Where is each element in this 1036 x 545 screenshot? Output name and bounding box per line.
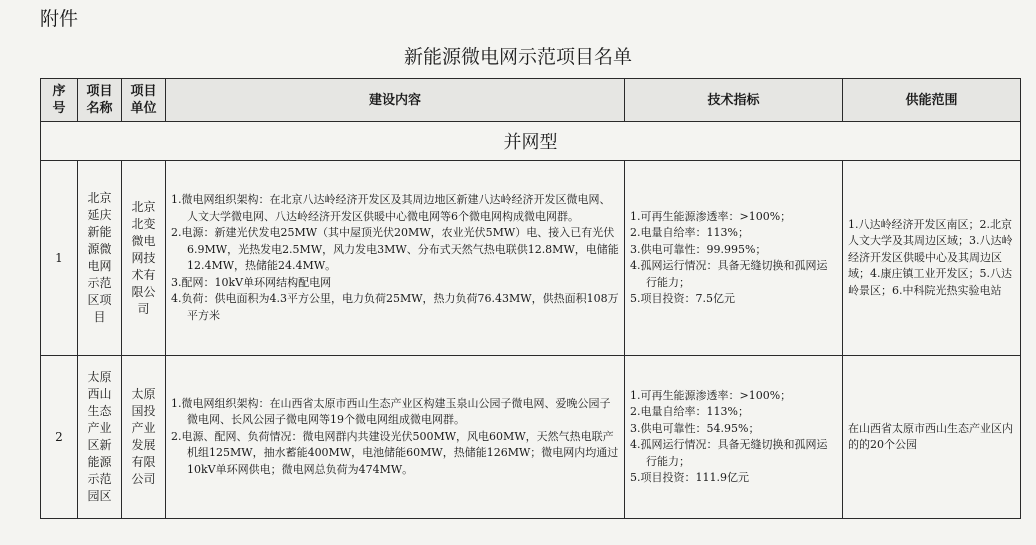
project-name: 太原 西山 生态 产业 区新 能源 示范 园区 bbox=[78, 356, 122, 519]
header-scope: 供能范围 bbox=[843, 79, 1021, 122]
header-content: 建设内容 bbox=[166, 79, 625, 122]
project-unit: 太原 国投 产业 发展 有限 公司 bbox=[122, 356, 166, 519]
project-unit: 北京 北变 微电 网技 术有 限公 司 bbox=[122, 161, 166, 356]
section-type-label: 并网型 bbox=[41, 122, 1021, 161]
construction-content: 1.微电网组织架构：在北京八达岭经济开发区及其周边地区新建八达岭经济开发区微电网、人文大学微电网、八达岭经济开发区供暖中心微电网等6个微电网构成微电网群。 2.电源：新建光伏发电25MW（其中屋顶光伏20MW，农业光伏5MW）电、接入已有光伏6.9MW，光热发电2.5MW，风力发电3MW、分布式天然气热电联供12.8MW，电储能12.4MW，热储能24.4MW。 3.配网：10kV单环网结构配电网 4.负荷：供电面积为4.3平方公里，电力负荷25MW，热力负荷76.43MW，供热面积108万平方米 bbox=[166, 161, 625, 356]
row-index: 2 bbox=[41, 356, 78, 519]
supply-scope: 1.八达岭经济开发区南区；2.北京人文大学及其周边区域；3.八达岭经济开发区供暖中心及其周边区域；4.康庄镇工业开发区；5.八达岭景区；6.中科院光热实验电站 bbox=[843, 161, 1021, 356]
header-name: 项目 名称 bbox=[78, 79, 122, 122]
header-metrics: 技术指标 bbox=[625, 79, 843, 122]
construction-content: 1.微电网组织架构：在山西省太原市西山生态产业区构建玉泉山公园子微电网、爱晚公园子微电网、长风公园子微电网等19个微电网组成微电网群。 2.电源、配网、负荷情况：微电网群内共建设光伏500MW，风电60MW，天然气热电联产机组125MW，抽水蓄能400MW，电池储能60MW，热储能126MW；微电网内均通过10kV单环网供电；微电网总负荷为474MW。 bbox=[166, 356, 625, 519]
section-type-row bbox=[41, 122, 1021, 161]
table-row bbox=[41, 356, 1021, 519]
technical-metrics: 1.可再生能源渗透率：>100%； 2.电量自给率：113%； 3.供电可靠性：54.95%； 4.孤网运行情况：具备无缝切换和孤网运行能力； 5.项目投资：111.9亿元 bbox=[625, 356, 843, 519]
project-table bbox=[40, 78, 1021, 519]
technical-metrics: 1.可再生能源渗透率：>100%； 2.电量自给率：113%； 3.供电可靠性：99.995%； 4.孤网运行情况：具备无缝切换和孤网运行能力； 5.项目投资：7.5亿元 bbox=[625, 161, 843, 356]
document-title: 新能源微电网示范项目名单 bbox=[403, 46, 632, 68]
header-row bbox=[41, 79, 1021, 122]
annex-label: 附件 bbox=[40, 8, 79, 30]
header-unit: 项目 单位 bbox=[122, 79, 166, 122]
project-name: 北京 延庆 新能 源微 电网 示范 区项 目 bbox=[78, 161, 122, 356]
header-index: 序 号 bbox=[41, 79, 78, 122]
row-index: 1 bbox=[41, 161, 78, 356]
table-row bbox=[41, 161, 1021, 356]
supply-scope: 在山西省太原市西山生态产业区内的的20个公园 bbox=[843, 356, 1021, 519]
